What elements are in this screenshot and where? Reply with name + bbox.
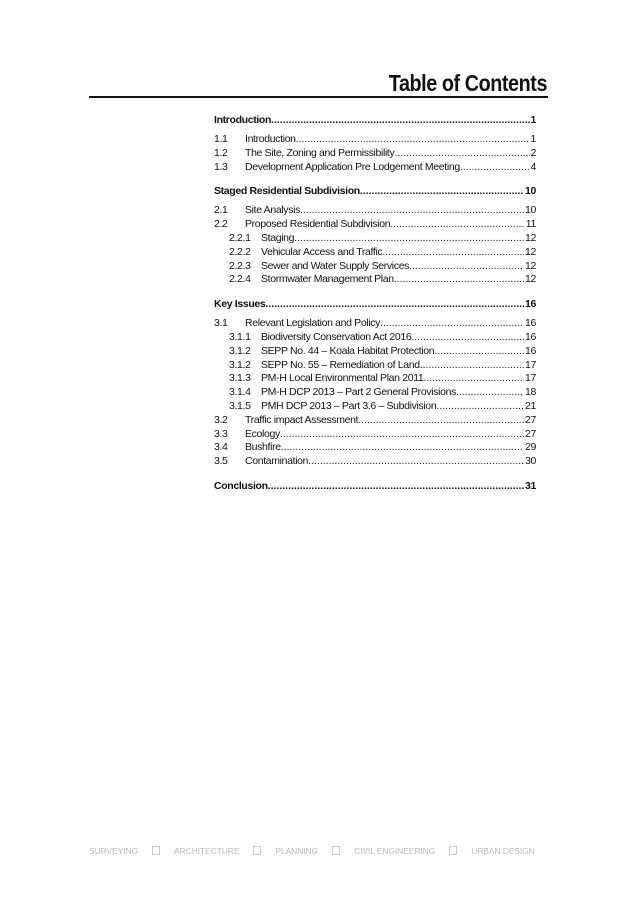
- toc-entry-number: 2.2.3: [229, 259, 251, 272]
- toc-entry-title: Vehicular Access and Traffic: [261, 245, 383, 258]
- toc-subsection-entry[interactable]: [214, 232, 536, 246]
- toc-entry-title: Contamination: [245, 455, 309, 468]
- toc-page-number: 11: [525, 218, 536, 231]
- dot-leader: [434, 345, 524, 359]
- toc-entry-number: 3.3: [214, 427, 228, 440]
- toc-entry[interactable]: [214, 428, 536, 442]
- footer-service-label: ARCHITECTURE: [174, 846, 240, 856]
- toc-subsection-entry[interactable]: [214, 331, 536, 345]
- toc-page-number: 4: [530, 160, 536, 173]
- toc-entry[interactable]: [214, 218, 536, 232]
- toc-entry-title: The Site, Zoning and Permissibility: [245, 146, 395, 159]
- footer-service-label: SURVEYING: [89, 846, 139, 856]
- toc-page-number: 12: [525, 231, 536, 244]
- toc-entry-number: 2.2: [214, 218, 228, 231]
- toc-entry[interactable]: [214, 133, 536, 147]
- dot-leader: [460, 161, 530, 175]
- toc-entry-title: Introduction: [214, 114, 272, 126]
- toc-entry[interactable]: [214, 161, 536, 175]
- toc-entry-title: SEPP No. 44 – Koala Habitat Protection: [261, 344, 435, 357]
- toc-section-entry[interactable]: [214, 184, 536, 198]
- toc-page-number: 29: [525, 441, 536, 454]
- toc-subsection-entry[interactable]: [214, 260, 536, 274]
- dot-leader: [394, 147, 529, 161]
- toc-page-number: 18: [525, 386, 536, 399]
- toc-section-entry[interactable]: [214, 113, 536, 127]
- dot-leader: [358, 414, 524, 428]
- toc-entry-title: Traffic impact Assessment: [245, 413, 359, 426]
- toc-page-number: 10: [525, 185, 536, 198]
- toc-page-number: 1: [530, 114, 536, 126]
- toc-subsection-entry[interactable]: [214, 400, 536, 414]
- toc-page-number: 30: [525, 455, 536, 468]
- toc-entry-number: 2.2.4: [229, 273, 251, 286]
- section-spacer: [214, 287, 536, 297]
- toc-page-number: 16: [525, 317, 536, 330]
- toc-subsection-entry[interactable]: [214, 386, 536, 400]
- toc-entry-number: 3.5: [214, 455, 228, 468]
- dot-leader: [394, 273, 524, 287]
- toc-page-number: 31: [525, 479, 536, 492]
- dot-leader: [280, 428, 524, 442]
- dot-leader: [456, 386, 524, 400]
- toc-entry[interactable]: [214, 317, 536, 331]
- toc-entry-title: PM-H Local Environmental Plan 2011: [261, 372, 424, 385]
- dot-leader: [411, 331, 524, 345]
- toc-entry-title: Proposed Residential Subdivision: [245, 218, 391, 231]
- toc-entry-title: Site Analysis: [245, 204, 300, 217]
- toc-page-number: 17: [525, 358, 536, 371]
- dot-leader: [281, 441, 524, 455]
- toc-section-entry[interactable]: [214, 297, 536, 311]
- dot-leader: [268, 479, 524, 493]
- toc-page-number: 12: [525, 259, 536, 272]
- toc-entry-number: 3.1.2: [229, 358, 251, 371]
- toc-entry-number: 2.2.2: [229, 245, 251, 258]
- page-title: Table of Contents: [388, 70, 547, 96]
- toc-entry-number: 1.3: [214, 160, 228, 173]
- toc-page-number: 12: [525, 273, 536, 286]
- toc-page-number: 2: [530, 146, 536, 159]
- toc-entry-title: Sewer and Water Supply Services: [261, 259, 410, 272]
- toc-page-number: 12: [525, 245, 536, 258]
- footer-service-label: URBAN DESIGN: [471, 846, 535, 856]
- toc-entry-number: 3.1.5: [229, 399, 251, 412]
- footer-separator-icon: [253, 846, 261, 855]
- dot-leader: [390, 218, 525, 232]
- toc-entry-title: PM-H DCP 2013 – Part 2 General Provisions: [261, 386, 456, 399]
- toc-entry-number: 3.1: [214, 317, 228, 330]
- dot-leader: [265, 297, 524, 311]
- toc-entry-number: 3.1.2: [229, 344, 251, 357]
- toc-entry[interactable]: [214, 204, 536, 218]
- toc-entry-title: Development Application Pre Lodgement Meeting: [245, 160, 460, 173]
- dot-leader: [294, 232, 524, 246]
- toc-subsection-entry[interactable]: [214, 345, 536, 359]
- toc-page-number: 16: [525, 344, 536, 357]
- toc-entry-number: 3.1.1: [229, 330, 251, 343]
- toc-section-entry[interactable]: [214, 479, 536, 493]
- toc-page-number: 21: [525, 399, 536, 412]
- toc-page-number: 16: [525, 330, 536, 343]
- toc-entry-number: 2.2.1: [229, 231, 251, 244]
- dot-leader: [300, 204, 524, 218]
- toc-page-number: 27: [525, 413, 536, 426]
- section-spacer: [214, 469, 536, 479]
- footer-service-label: CIVIL ENGINEERING: [354, 846, 436, 856]
- toc-entry-title: Staging: [261, 231, 295, 244]
- toc-entry[interactable]: [214, 147, 536, 161]
- section-spacer: [214, 174, 536, 184]
- table-of-contents: [214, 113, 536, 493]
- toc-entry[interactable]: [214, 455, 536, 469]
- toc-page-number: 27: [525, 427, 536, 440]
- footer-service-label: PLANNING: [275, 846, 319, 856]
- toc-entry-title: Stormwater Management Plan: [261, 273, 394, 286]
- toc-entry-title: PMH DCP 2013 – Part 3.6 – Subdivision: [261, 399, 437, 412]
- toc-entry-title: Introduction: [245, 133, 296, 145]
- toc-entry-number: 1.1: [214, 133, 228, 145]
- toc-entry-title: Conclusion: [214, 479, 268, 492]
- dot-leader: [382, 246, 524, 260]
- toc-entry-number: 3.4: [214, 441, 228, 454]
- toc-entry-number: 3.2: [214, 413, 228, 426]
- toc-entry-number: 2.1: [214, 204, 228, 217]
- toc-entry-number: 3.1.3: [229, 372, 251, 385]
- toc-entry-title: Staged Residential Subdivision: [214, 185, 360, 198]
- toc-entry[interactable]: [214, 414, 536, 428]
- toc-entry-title: Ecology: [245, 427, 280, 440]
- toc-entry-number: 3.1.4: [229, 386, 251, 399]
- toc-page-number: 1: [530, 133, 536, 145]
- dot-leader: [436, 400, 524, 414]
- dot-leader: [423, 372, 524, 386]
- toc-subsection-entry[interactable]: [214, 372, 536, 386]
- footer-separator-icon: [449, 846, 457, 855]
- toc-page-number: 17: [525, 372, 536, 385]
- dot-leader: [420, 359, 524, 373]
- toc-subsection-entry[interactable]: [214, 246, 536, 260]
- toc-entry-title: SEPP No. 55 – Remediation of Land: [261, 358, 420, 371]
- dot-leader: [380, 317, 524, 331]
- dot-leader: [271, 113, 529, 127]
- toc-entry-title: Biodiversity Conservation Act 2016: [261, 330, 412, 343]
- toc-entry-title: Relevant Legislation and Policy: [245, 317, 381, 330]
- toc-page-number: 16: [525, 298, 536, 311]
- dot-leader: [296, 133, 530, 147]
- footer-separator-icon: [152, 846, 160, 855]
- toc-entry[interactable]: [214, 441, 536, 455]
- toc-entry-title: Key Issues: [214, 298, 266, 311]
- dot-leader: [409, 260, 524, 274]
- footer-separator-icon: [332, 846, 340, 855]
- toc-entry-title: Bushfire: [245, 441, 281, 454]
- toc-entry-number: 1.2: [214, 146, 228, 159]
- toc-page-number: 10: [525, 204, 536, 217]
- toc-subsection-entry[interactable]: [214, 359, 536, 373]
- toc-subsection-entry[interactable]: [214, 273, 536, 287]
- dot-leader: [360, 184, 524, 198]
- title-rule: [89, 96, 548, 98]
- footer-services: [89, 846, 535, 856]
- dot-leader: [308, 455, 524, 469]
